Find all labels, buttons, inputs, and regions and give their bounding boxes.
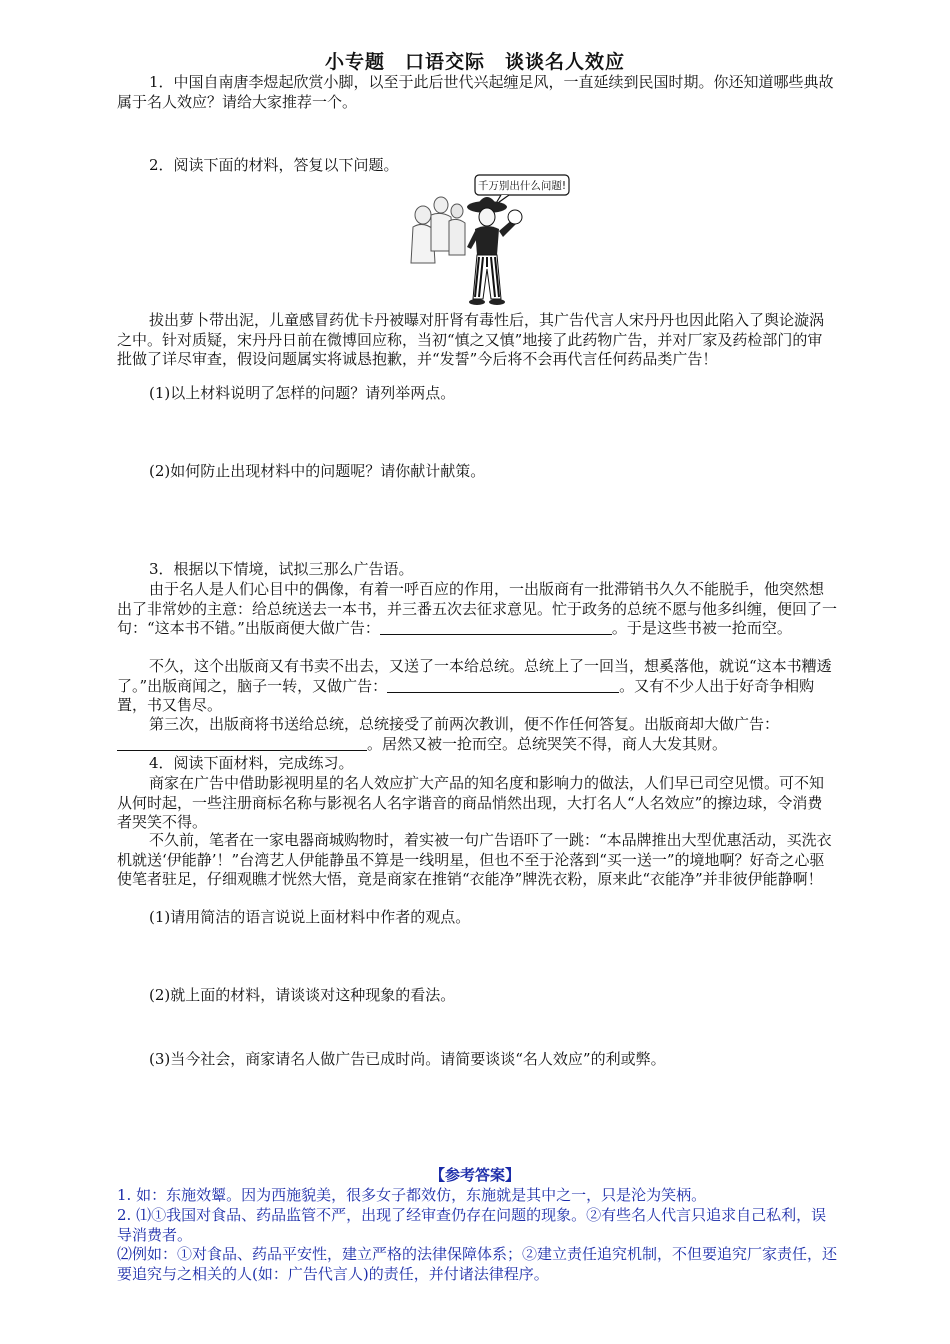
answers-heading: 【参考答案】 (429, 1166, 520, 1184)
question-4-sub-1: (1)请用简洁的语言说说上面材料中作者的观点。 (149, 908, 471, 926)
question-3-paragraph-3 (117, 715, 837, 754)
question-4-paragraph-1: 商家在广告中借助影视明星的名人效应扩大产品的知名度和影响力的做法，人们早已司空见惯。可不知从何时起，一些注册商标名称与影视名人名字谐音的商品悄然出现，大打名人“人名效应”的擦边球，令消费者哭笑不得。 (117, 774, 825, 831)
answer-blank-3[interactable] (117, 735, 367, 751)
question-3-paragraph-3-text: 第三次，出版商将书送给总统，总统接受了前两次教训，便不作任何答复。出版商却大做广告： (149, 715, 780, 733)
question-2-sub-1: (1)以上材料说明了怎样的问题？请列举两点。 (149, 384, 456, 402)
answer-blank-1[interactable] (380, 619, 606, 635)
question-3-paragraph-1-end: 。于是这些书被一抢而空。 (611, 619, 792, 637)
question-3-paragraph-2 (117, 657, 837, 716)
question-1: 1．中国自南唐李煜起欣赏小脚，以至于此后世代兴起缠足风，一直延续到民国时期。你还知道哪些典故属于名人效应？请给大家推荐一个。 (117, 73, 834, 111)
question-4-paragraph-2: 不久前，笔者在一家电器商城购物时，着实被一句广告语吓了一跳：“本品牌推出大型优惠活动，买洗衣机就送‘伊能静’！”台湾艺人伊能静虽不算是一线明星，但也不至于沦落到“买一送一”的境地啊？好奇之心驱使笔者驻足，仔细观瞧才恍然大悟，竟是商家在推销“衣能净”牌洗衣粉，原来此“衣能净”并非彼伊能静啊！ (117, 831, 832, 888)
speech-bubble-text: 千万别出什么问题! (477, 180, 567, 192)
cartoon-woman-icon (409, 171, 571, 309)
question-3-intro: 3．根据以下情境，试拟三那么广告语。 (149, 560, 414, 578)
cartoon-illustration (409, 171, 571, 309)
answer-2-part-1: 2. ⑴①我国对食品、药品监管不严，出现了经审查仍存在问题的现象。②有些名人代言只追求自己私利，误导消费者。 (117, 1206, 827, 1244)
question-4-sub-2: (2)就上面的材料，请谈谈对这种现象的看法。 (149, 986, 456, 1004)
answer-1: 1. 如：东施效颦。因为西施貌美，很多女子都效仿，东施就是其中之一，只是沦为笑柄。 (117, 1186, 707, 1204)
question-2-sub-2: (2)如何防止出现材料中的问题呢？请你献计献策。 (149, 462, 486, 480)
question-2-material: 拔出萝卜带出泥，儿童感冒药优卡丹被曝对肝肾有毒性后，其广告代言人宋丹丹也因此陷入了舆论漩涡之中。针对质疑，宋丹丹日前在微博回应称，当初“慎之又慎”地接了此药物广告，并对厂家及药检部门的审批做了详尽审查，假设问题属实将诚恳抱歉，并“发誓”今后将不会再代言任何药品类广告！ (117, 311, 825, 368)
question-3-paragraph-2-end: 。又有不少人出于好奇争相购置，书又售尽。 (117, 676, 815, 714)
question-2-intro: 2．阅读下面的材料，答复以下问题。 (149, 156, 399, 174)
question-3-paragraph-1 (117, 580, 837, 639)
question-4-intro: 4．阅读下面材料，完成练习。 (149, 754, 354, 772)
answer-blank-2[interactable] (387, 677, 619, 693)
page-title: 小专题 口语交际 谈谈名人效应 (324, 51, 625, 73)
answer-2-part-2: ⑵例如：①对食品、药品平安性，建立严格的法律保障体系；②建立责任追究机制，不但要追究厂家责任，还要追究与之相关的人(如：广告代言人)的责任，并付诸法律程序。 (117, 1245, 838, 1283)
question-4-sub-3: (3)当今社会，商家请名人做广告已成时尚。请简要谈谈“名人效应”的利或弊。 (149, 1050, 666, 1068)
question-3-paragraph-2-text: 不久，这个出版商又有书卖不出去，又送了一本给总统。总统上了一回当，想奚落他，就说“这本书糟透了。”出版商闻之，脑子一转，又做广告： (117, 657, 832, 695)
question-3-paragraph-3-end: 。居然又被一抢而空。总统哭笑不得，商人大发其财。 (367, 734, 728, 753)
question-3-paragraph-1-text: 由于名人是人们心目中的偶像，有着一呼百应的作用，一出版商有一批滞销书久久不能脱手，他突然想出了非常妙的主意：给总统送去一本书，并三番五次去征求意见。忙于政务的总统不愿与他多纠缠，便回了一句：“这本书不错。”出版商便大做广告： (117, 580, 838, 637)
